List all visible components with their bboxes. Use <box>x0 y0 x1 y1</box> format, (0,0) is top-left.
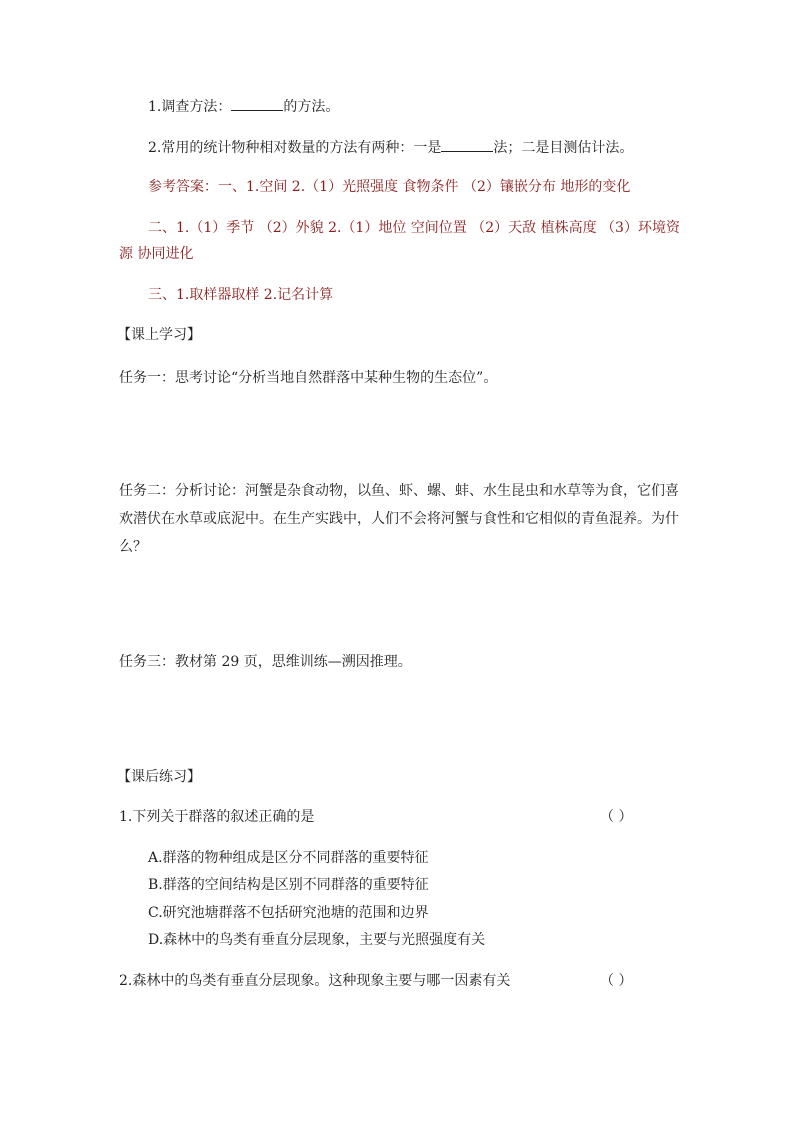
task-2-line-1: 任务二：分析讨论：河蟹是杂食动物，以鱼、虾、螺、蚌、水生昆虫和水草等为食，它们喜 <box>119 483 679 499</box>
fill-blank <box>231 96 283 111</box>
practice-q1-stem: 1.下列关于群落的叙述正确的是 <box>119 809 315 825</box>
option-b: B.群落的空间结构是区别不同群落的重要特征 <box>148 877 429 893</box>
task-2-line-3: 么？ <box>119 539 147 555</box>
pre-study-q2 <box>148 137 633 158</box>
answer-line-3: 三、1.取样器取样 2.记名计算 <box>148 287 334 303</box>
answer-line-2a: 二、1.（1）季节 （2）外貌 2.（1）地位 空间位置 （2）天敌 植株高度 （3）环境资 <box>148 220 680 236</box>
option-d: D.森林中的鸟类有垂直分层现象，主要与光照强度有关 <box>148 932 486 948</box>
q1-text-before: 1.调查方法： <box>148 99 232 115</box>
answer-line-1: 参考答案：一、1.空间 2.（1）光照强度 食物条件 （2）镶嵌分布 地形的变化 <box>148 179 631 195</box>
pre-study-q1 <box>148 96 339 117</box>
answer-parentheses: （ ） <box>600 973 633 989</box>
q1-text-after: 的方法。 <box>283 99 340 115</box>
practice-heading: 【课后练习】 <box>117 769 201 785</box>
task-2-line-2: 欢潜伏在水草或底泥中。在生产实践中，人们不会将河蟹与食性和它相似的青鱼混养。为什 <box>119 511 679 527</box>
answer-parentheses: （ ） <box>600 809 633 825</box>
answer-line-2b: 源 协同进化 <box>119 246 194 262</box>
q2-text-before: 2.常用的统计物种相对数量的方法有两种：一是 <box>148 140 442 156</box>
option-c: C.研究池塘群落不包括研究池塘的范围和边界 <box>148 905 429 921</box>
practice-q2-stem: 2.森林中的鸟类有垂直分层现象。这种现象主要与哪一因素有关 <box>119 973 511 989</box>
q2-text-after: 法；二是目测估计法。 <box>493 140 634 156</box>
fill-blank <box>441 137 493 152</box>
option-a: A.群落的物种组成是区分不同群落的重要特征 <box>148 850 429 866</box>
task-1: 任务一：思考讨论“分析当地自然群落中某种生物的生态位”。 <box>119 370 498 386</box>
task-3: 任务三：教材第 29 页，思维训练—溯因推理。 <box>119 654 412 670</box>
class-study-heading: 【课上学习】 <box>117 327 201 343</box>
